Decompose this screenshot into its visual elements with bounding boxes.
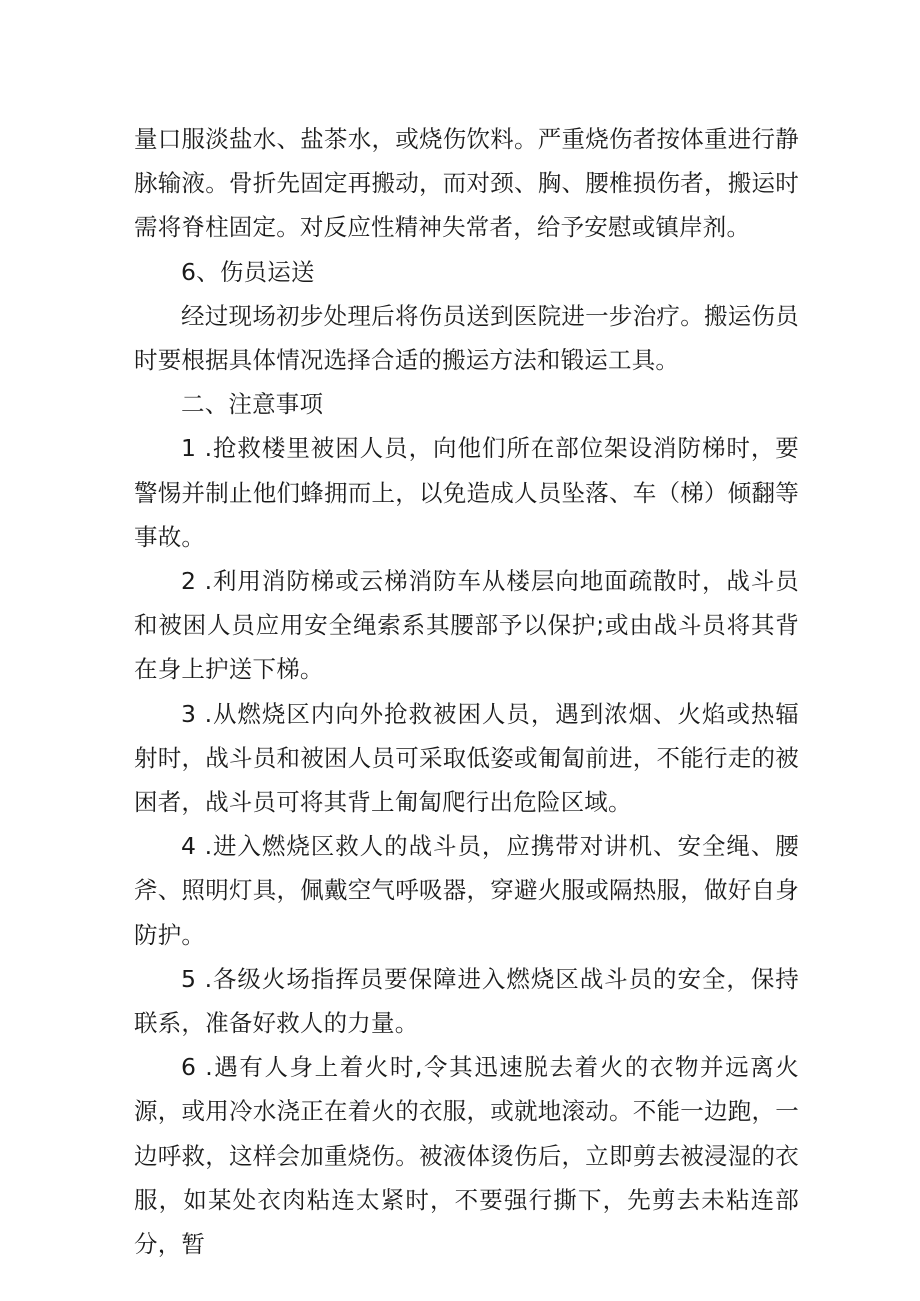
document-body — [134, 117, 799, 1266]
paragraph-transport: 经过现场初步处理后将伤员送到医院进一步治疗。搬运伤员时要根据具体情况选择合适的搬运方法和锻运工具。 — [134, 301, 799, 375]
section-heading-transport: 6、伤员运送 — [181, 257, 315, 286]
list-item-5: 5 .各级火场指挥员要保障进入燃烧区战斗员的安全，保持联系，准备好救人的力量。 — [134, 964, 799, 1038]
list-item-2: 2 .利用消防梯或云梯消防车从楼层向地面疏散时，战斗员和被困人员应用安全绳索系其腰部予以保护;或由战斗员将其背在身上护送下梯。 — [134, 567, 799, 684]
list-item-4: 4 .进入燃烧区救人的战斗员，应携带对讲机、安全绳、腰斧、照明灯具，佩戴空气呼吸器，穿避火服或隔热服，做好自身防护。 — [134, 832, 799, 949]
list-item-6: 6 .遇有人身上着火时,令其迅速脱去着火的衣物并远离火源，或用冷水浇正在着火的衣服，或就地滚动。不能一边跑，一边呼救，这样会加重烧伤。被液体烫伤后，立即剪去被浸湿的衣服，如某处衣肉粘连太紧时，不要强行撕下，先剪去未粘连部分，暂 — [134, 1053, 799, 1259]
list-item-3: 3 .从燃烧区内向外抢救被困人员，遇到浓烟、火焰或热辐射时，战斗员和被困人员可采取低姿或匍匐前进，不能行走的被困者，战斗员可将其背上匍匐爬行出危险区域。 — [134, 699, 799, 817]
paragraph-continuation: 量口服淡盐水、盐茶水，或烧伤饮料。严重烧伤者按体重进行静脉输液。骨折先固定再搬动，而对颈、胸、腰椎损伤者，搬运时需将脊柱固定。对反应性精神失常者，给予安慰或镇岸剂。 — [134, 125, 799, 242]
list-item-1: 1 .抢救楼里被困人员，向他们所在部位架设消防梯时，要警惕并制止他们蜂拥而上，以免造成人员坠落、车（梯）倾翻等事故。 — [134, 434, 799, 551]
section-heading-precautions: 二、注意事项 — [181, 390, 324, 419]
